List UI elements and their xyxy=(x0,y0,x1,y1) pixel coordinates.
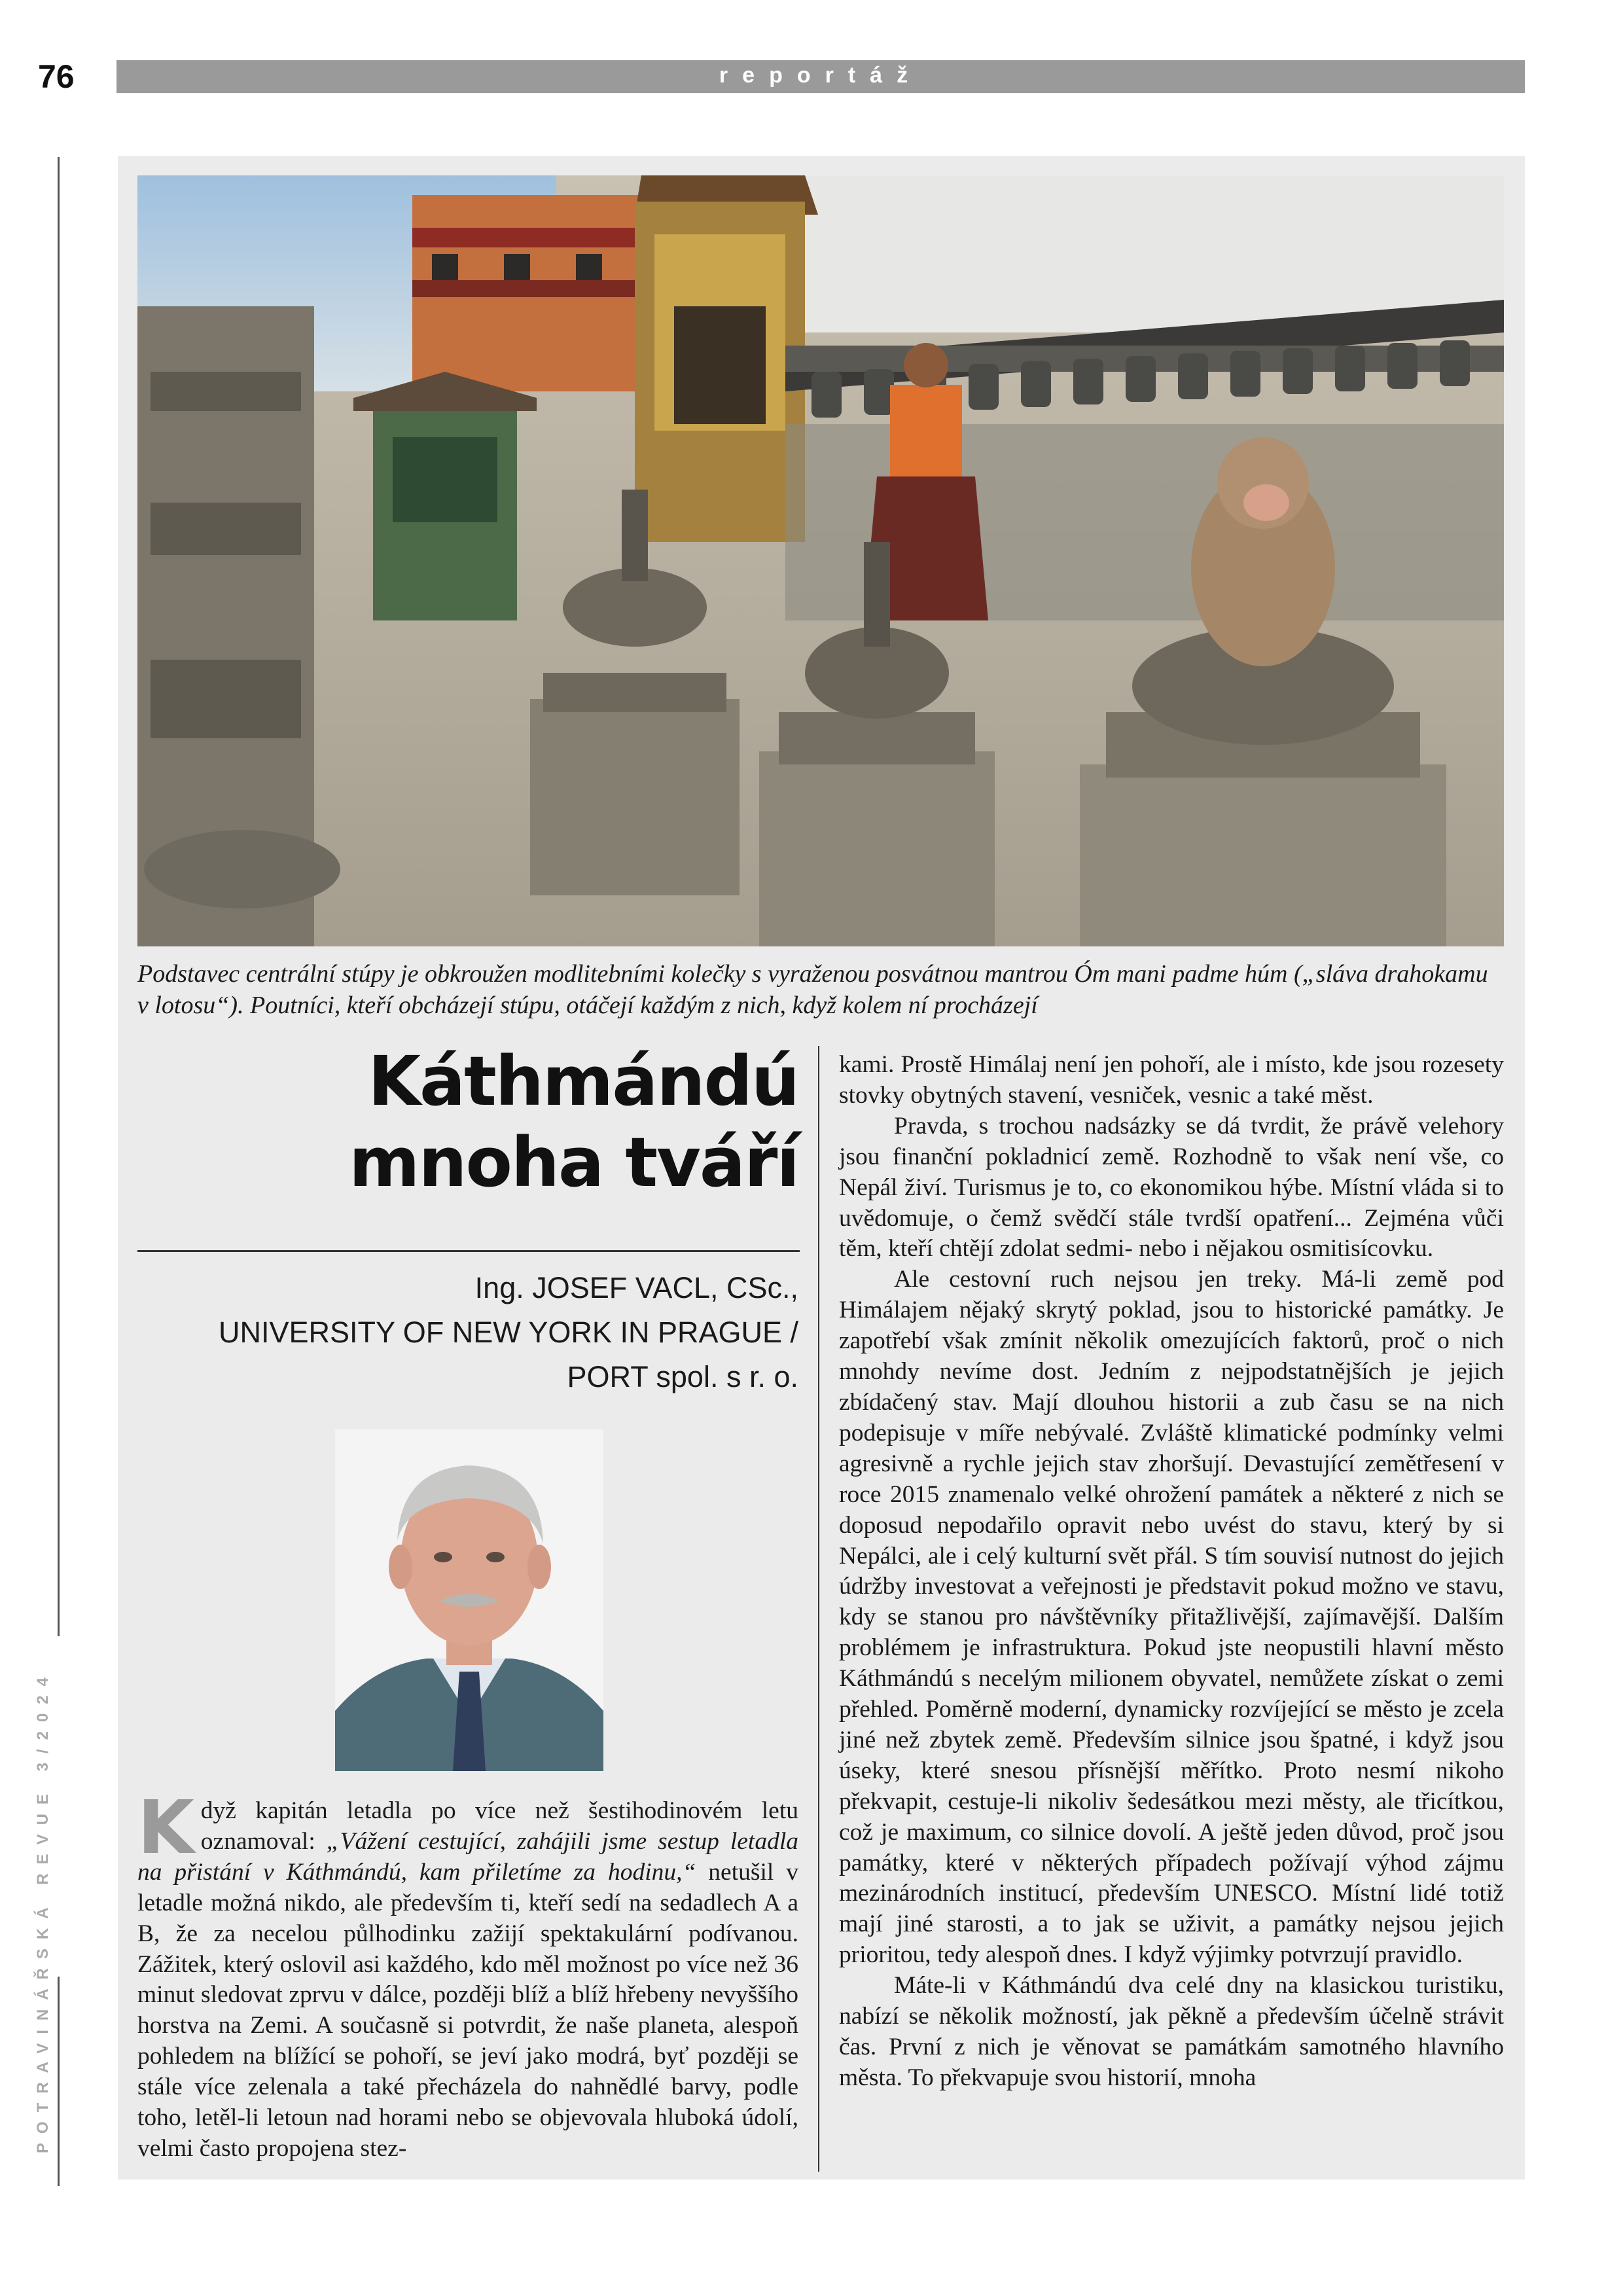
photo-caption: Podstavec centrální stúpy je obkroužen modlitebními kolečky s vyraženou posvátnou mantrou Óm mani padme húm („sláva drahokamu v lotosu“). Poutníci, kteří obcházejí stúpu, otáčejí každým z nich, když kolem ní procházejí xyxy=(137,960,1488,1019)
article-column-left xyxy=(137,1785,798,2164)
article-paragraph-4: Máte-li v Káthmándú dva celé dny na klasickou turistiku, nabízí se několik možností, jak pěkně a především účelně strávit čas. První z nich je věnovat se památkám samotného hlavního města. To překvapuje svou historií, mnoha xyxy=(839,1972,1504,2091)
drop-cap: K xyxy=(137,1785,194,1871)
article-column-right xyxy=(839,1050,1504,2094)
column-divider xyxy=(818,1046,819,2172)
main-photo xyxy=(137,175,1504,946)
journal-sidebar-label: POTRAVINÁŘSKÁ REVUE 3/2024 xyxy=(34,1668,52,2154)
author-portrait-illustration xyxy=(335,1429,603,1771)
article-paragraph-1-continued: kami. Prostě Himálaj není jen pohoří, ale i místo, kde jsou rozesety stovky obytných stavení, vesniček, vesnic a také měst. xyxy=(839,1051,1504,1109)
article-title xyxy=(137,1041,798,1203)
article-paragraph-1: Když kapitán letadla po více než šestihodinovém letu oznamoval: „Vážení cestující, zahájili jsme sestup letadla na přistání v Káthmándú, kam přiletíme za hodinu,“ netušil v letadle možná nikdo, ale především ti, kteří sedí na sedadlech A a B, že za necelou půlhodinku zažijí spektakulární podívanou. Zážitek, který oslovil asi každého, kdo měl možnost po více než 36 minut sledovat zprvu v dálce, později blíž a blíž hřebeny nevyššího horstva na Zemi. A současně si potvrdit, že naše planeta, alespoň pohledem na blížící se pohoří, se jeví jako modrá, byť později se stále více zelenala a také přecházela do nahnědlé barvy, podle toho, letěl-li letoun nad horami nebo se objevovala hluboká údolí, velmi často propojena stez- xyxy=(137,1785,798,2162)
author-portrait xyxy=(335,1429,603,1771)
section-bar xyxy=(116,60,1525,93)
stupa-photo-illustration xyxy=(137,175,1504,946)
author-affiliation-2: PORT spol. s r. o. xyxy=(567,1360,798,1393)
title-divider xyxy=(137,1250,800,1252)
article-paragraph-2: Pravda, s trochou nadsázky se dá tvrdit, že právě velehory jsou finanční pokladnicí země. Rozhodně to však není vše, co Nepál živí. Turismus je to, co ekonomikou hýbe. Místní vláda si to uvědomuje, o čemž svědčí stále tvrdší opatření... Zejména vůči těm, kteří chtějí zdolat sedmi- nebo i nějakou osmitisícovku. xyxy=(839,1112,1504,1263)
sidebar-rule-top xyxy=(58,157,60,1636)
author-affiliation-1: UNIVERSITY OF NEW YORK IN PRAGUE / xyxy=(219,1316,798,1349)
section-label: reportáž xyxy=(719,63,923,88)
author-block xyxy=(137,1266,798,1399)
article-title-line-1: Káthmándú xyxy=(368,1041,798,1121)
article-paragraph-3: Ale cestovní ruch nejsou jen treky. Má-li země pod Himálajem nějaký skrytý poklad, jsou to historické památky. Je zapotřebí však zmínit několik omezujících faktorů, proč o nich mnohdy nevíme dost. Jedním z nejpodstatnějších je jejich zbídačený stav. Mají dlouhou historii a zub času se na nich podepisuje v míře nebývalé. Zvláště klimatické podmínky velmi agresivně a rychle jejich stav zhoršují. Devastující zemětřesení v roce 2015 znamenalo velké ohrožení památek a některé z nich se doposud nepodařilo opravit nebo uvést do stavu, který by si Nepálci, ale i celý kulturní svět přál. S tím souvisí nutnost do jejich údržby investovat a veřejnosti je představit pokud možno ve stavu, kdy se stanou pro návštěvníky přitažlivější, zajímavější. Dalším problémem je infrastruktura. Pokud jste neopustili hlavní město Káthmándú s necelým milionem obyvatel, nemůžete získat o zemi přehled. Poměrně moderní, dynamicky rozvíjející se město je zcela jiné než zbytek země. Především silnice jsou špatné, i když jsou úseky, které snesou přísnější měřítko. Proto nesmí nikoho překvapit, cestuje-li nikoliv šedesátkou mezi městy, ale třicítkou, což je maximum, co silnice dovolí. A ještě jeden důvod, proč jsou památky, které v některých případech požívají výhod zájmu mezinárodních institucí, především UNESCO. Místní lidé totiž mají jiné starosti, a to jak se uživit, a památky nejsou jejich prioritou, tedy alespoň dnes. I když výjimky potvrzují pravidlo. xyxy=(839,1266,1504,1969)
author-name: Ing. JOSEF VACL, CSc., xyxy=(474,1271,798,1304)
article-title-line-2: mnoha tváří xyxy=(349,1122,798,1202)
article-quote: „Vážení cestující, zahájili jsme sestup letadla na přistání v Káthmándú, kam přiletíme za hodinu,“ xyxy=(137,1827,798,1886)
page-number: 76 xyxy=(38,58,75,95)
